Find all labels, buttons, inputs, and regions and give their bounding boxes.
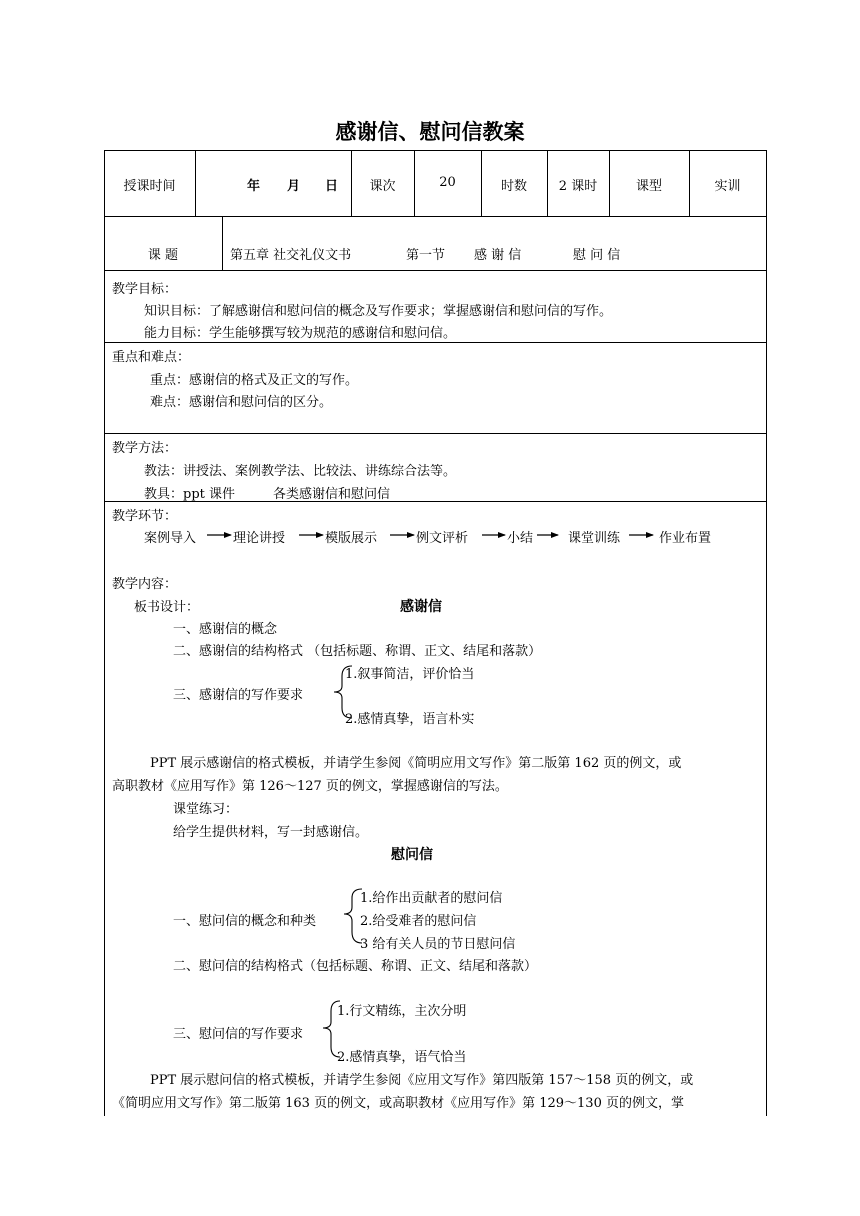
step-item: 课堂训练 <box>568 531 621 546</box>
step-item: 作业布置 <box>659 531 712 546</box>
thanks-req-2: 2.感情真挚，语言朴实 <box>345 712 475 727</box>
topic-label: 课 题 <box>147 248 179 263</box>
exercise-text: 给学生提供材料，写一封感谢信。 <box>173 825 369 840</box>
topic-section: 第一节 <box>406 248 446 263</box>
step-item: 例文评析 <box>416 531 469 546</box>
board-design-label: 板书设计： <box>134 600 200 615</box>
methods-heading: 教学方法： <box>112 441 178 456</box>
teaching-tools: 教具：ppt 课件 <box>144 487 236 502</box>
page-title: 感谢信、慰问信教案 <box>335 119 525 144</box>
thanks-letter-title: 感谢信 <box>400 599 442 615</box>
difficult-point: 难点：感谢信和慰问信的区分。 <box>150 395 333 410</box>
thanks-ppt-line-1: PPT 展示感谢信的格式模板，并请学生参阅《简明应用文写作》第二版第 162 页的例文，或 <box>150 756 682 771</box>
condolence-item-1: 一、慰问信的概念和种类 <box>173 914 317 929</box>
condolence-item-2: 二、慰问信的结构格式（包括标题、称谓、正文、结尾和落款） <box>173 959 538 974</box>
step-item: 小结 <box>507 531 534 546</box>
thanks-ppt-line-2: 高职教材《应用写作》第 126～127 页的例文，掌握感谢信的写法。 <box>112 779 508 794</box>
thanks-req-1: 1.叙事简洁，评价恰当 <box>345 667 475 682</box>
condolence-kind-3: 3 给有关人员的节日慰问信 <box>360 937 516 952</box>
step-item: 模版展示 <box>325 531 378 546</box>
condolence-kind-2: 2.给受难者的慰问信 <box>360 914 477 929</box>
teaching-method: 教法：讲授法、案例教学法、比较法、讲练综合法等。 <box>144 464 457 479</box>
topic-chapter: 第五章 社交礼仪文书 <box>230 248 352 263</box>
thanks-item-1: 一、感谢信的概念 <box>173 622 278 637</box>
key-point: 重点：感谢信的格式及正文的写作。 <box>150 373 359 388</box>
exercise-label: 课堂练习： <box>173 802 239 817</box>
topic-thanks-letter: 感 谢 信 <box>474 248 522 263</box>
condolence-kind-1: 1.给作出贡献者的慰问信 <box>360 891 503 906</box>
condolence-letter-title: 慰问信 <box>391 847 433 863</box>
step-item: 理论讲授 <box>233 531 286 546</box>
topic-condolence-letter: 慰 问 信 <box>573 248 621 263</box>
knowledge-objective: 知识目标：了解感谢信和慰问信的概念及写作要求；掌握感谢信和慰问信的写作。 <box>144 304 613 319</box>
content-heading: 教学内容： <box>112 577 178 592</box>
condolence-ppt-line-1: PPT 展示慰问信的格式模板，并请学生参阅《应用文写作》第四版第 157～158 页的例文，或 <box>150 1073 694 1088</box>
teaching-time-label: 授课时间 <box>123 179 176 194</box>
session-label: 课次 <box>369 179 396 194</box>
course-type-value: 实训 <box>714 179 741 194</box>
hours-value: 2 课时 <box>558 179 598 194</box>
date-day: 日 <box>325 179 339 194</box>
course-type-label: 课型 <box>635 179 662 194</box>
date-year: 年 <box>247 179 261 194</box>
ability-objective: 能力目标：学生能够撰写较为规范的感谢信和慰问信。 <box>144 326 457 341</box>
objectives-heading: 教学目标： <box>112 282 178 297</box>
thanks-item-2: 二、感谢信的结构格式 （包括标题、称谓、正文、结尾和落款） <box>173 644 542 659</box>
condolence-req-1: 1.行文精练，主次分明 <box>337 1004 467 1019</box>
teaching-tools-extra: 各类感谢信和慰问信 <box>273 487 391 502</box>
condolence-ppt-line-2: 《简明应用文写作》第二版第 163 页的例文，或高职教材《应用写作》第 129～130 页的例文，掌 <box>112 1096 684 1111</box>
session-value: 20 <box>439 175 456 190</box>
steps-heading: 教学环节： <box>112 509 178 524</box>
step-item: 案例导入 <box>144 531 197 546</box>
condolence-req-2: 2.感情真挚，语气恰当 <box>337 1050 467 1065</box>
date-month: 月 <box>287 179 301 194</box>
keypoints-heading: 重点和难点： <box>112 350 191 365</box>
condolence-item-3: 三、慰问信的写作要求 <box>173 1027 304 1042</box>
thanks-item-3: 三、感谢信的写作要求 <box>173 688 304 703</box>
hours-label: 时数 <box>500 179 527 194</box>
